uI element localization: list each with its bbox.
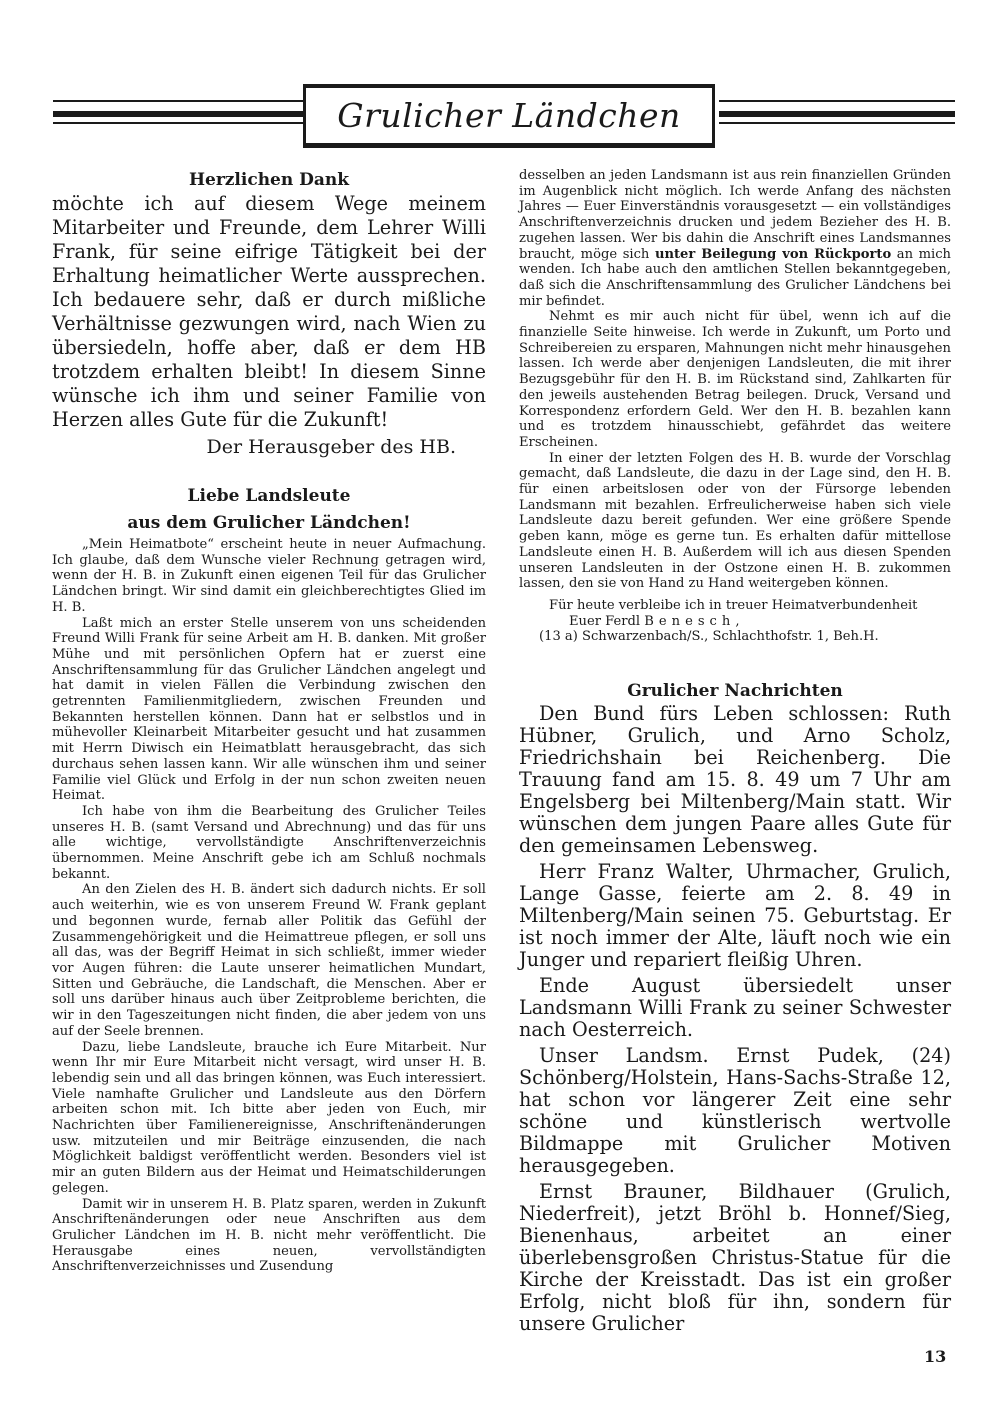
article-paragraph: Nehmt es mir auch nicht für übel, wenn ich auf die finanzielle Seite hinweise. Ich werde in Zukunft, um Porto und Schreibereien zu ersparen, Mahnungen nicht mehr hinausgehen lassen. Ich werde aber denjenigen Landsleuten, die mit ihrer Bezugsgebühr für den H. B. im Rückstand sind, Zahlkarten für den jeweils austehenden Betrag beilegen. Druck, Versand und Korrespondenz erfordern Geld. Wer den H. B. bezahlen kann und es trotzdem hinausschiebt, gefährdet das weitere Erscheinen. xyxy=(519,309,951,450)
article-paragraph xyxy=(519,168,951,309)
header-rule-left xyxy=(53,100,303,136)
landsleute-heading-line2: aus dem Grulicher Ländchen! xyxy=(127,513,411,533)
dank-body: möchte ich auf diesem Wege meinem Mitarbeiter und Freunde, dem Lehrer Willi Frank, für seine eifrige Tätigkeit bei der Erhaltung heimatlicher Werte aussprechen. Ich bedauere sehr, daß er durch mißliche Verhältnisse gezwungen wird, nach Wien zu übersiedeln, hoffe aber, daß er dem HB trotzdem erhalten bleibt! In diesem Sinne wünsche ich ihm und seiner Familie von Herzen alles Gute für die Zukunft! xyxy=(52,192,486,431)
paragraph-text: desselben an jeden Landsmann ist aus rein finanziellen Gründen im Augenblick nicht möglich. Ich werde Anfang des nächsten Jahres — Euer Einverständnis vorausgesetzt — ein vollständiges Anschriftenverzeichnis drucken und jedem Bezieher des H. B. zugehen lassen. Wer bis dahin die Anschrift eines Landsmannes braucht, möge sich xyxy=(519,168,951,262)
article-paragraph: Damit wir in unserem H. B. Platz sparen, werden in Zukunft Anschriftenänderungen oder neue Anschriften aus dem Grulicher Ländchen im H. B. nicht mehr veröffentlicht. Die Herausgabe eines neuen, vervollständigten Anschriftenverzeichnisses und Zusendung xyxy=(52,1196,486,1275)
emphasis-text: unter Beilegung von Rückporto xyxy=(654,246,892,262)
section-title: Grulicher Ländchen xyxy=(337,96,681,135)
article-paragraph: An den Zielen des H. B. ändert sich dadurch nichts. Er soll auch weiterhin, wie es von unserem Freund W. Frank geplant und begonnen wurde, fernab aller Politik das Gefühl der Zusammengehörigkeit und die Heimattreue pflegen, er soll uns all das, was der Begriff Heimat in sich schließt, immer wieder vor Augen führen: die Laute unserer heimatlichen Mundart, Sitten und Gebräuche, die Landschaft, die Menschen. Aber er soll uns darüber hinaus auch über Zeitprobleme berichten, die wir in den Tageszeitungen nicht finden, die aber jedem von uns auf der Seele brennen. xyxy=(52,882,486,1039)
news-item: Ende August übersiedelt unser Landsmann Willi Frank zu seiner Schwester nach Oesterreich. xyxy=(519,974,951,1042)
right-column xyxy=(519,168,951,1339)
section-header xyxy=(53,84,955,154)
author-name: Benesch, xyxy=(644,613,745,629)
article-paragraph: Ich habe von ihm die Bearbeitung des Grulicher Teiles unseres H. B. (samt Versand und Abrechnung) und das für uns alle wichtige, vervollständigte Anschriftenverzeichnis übernommen. Meine Anschrift gebe ich am Schluß nochmals bekannt. xyxy=(52,803,486,882)
section-title-box xyxy=(303,84,715,148)
closing-greeting: Euer Ferdl xyxy=(569,613,641,629)
news-item: Unser Landsm. Ernst Pudek, (24) Schönberg/Holstein, Hans-Sachs-Straße 12, hat schon vor längerer Zeit eine sehr schöne und künstlerisch wertvolle Bildmappe mit Grulicher Motiven herausgegeben. xyxy=(519,1044,951,1178)
news-item: Den Bund fürs Leben schlossen: Ruth Hübner, Grulich, und Arno Scholz, Friedrichshain bei Reichenberg. Die Trauung fand am 15. 8. 49 um 7 Uhr am Engelsberg bei Miltenberg/Main statt. Wir wünschen dem jungen Paare alles Gute für den gemeinsamen Lebensweg. xyxy=(519,702,951,858)
left-column xyxy=(52,168,486,1275)
news-item: Ernst Brauner, Bildhauer (Grulich, Niederfreit), jetzt Bröhl b. Honnef/Sieg, Bienenhaus, arbeitet an einer überlebensgroßen Christus-Statue für die Kirche der Kreisstadt. Das ist ein großer Erfolg, nicht bloß für ihn, sondern für unsere Grulicher xyxy=(519,1180,951,1336)
dank-heading: Herzlichen Dank xyxy=(188,170,350,190)
article-paragraph: „Mein Heimatbote“ erscheint heute in neuer Aufmachung. Ich glaube, daß dem Wunsche vieler Rechnung getragen wird, wenn der H. B. in Zukunft einen eigenen Teil für das Grulicher Ländchen bringt. Wir sind damit ein gleichberechtigtes Glied im H. B. xyxy=(52,537,486,615)
closing-line xyxy=(519,598,951,629)
header-rule-right xyxy=(719,100,955,136)
news-item: Herr Franz Walter, Uhrmacher, Grulich, Lange Gasse, feierte am 2. 8. 49 in Miltenberg/Main seinen 75. Geburtstag. Er ist noch immer der Alte, läuft noch wie ein Junger und repariert fleißig Uhren. xyxy=(519,860,951,972)
landsleute-heading-line1: Liebe Landsleute xyxy=(187,486,351,506)
page-number: 13 xyxy=(924,1347,947,1366)
article-paragraph: Dazu, liebe Landsleute, brauche ich Eure Mitarbeit. Nur wenn Ihr mir Eure Mitarbeit nicht versagt, wird unser H. B. lebendig sein und all das bringen können, was Euch interessiert. Viele namhafte Grulicher und Landsleute aus den Dörfern arbeiten schon mit. Ich bitte aber jeden von Euch, mir Nachrichten über Familienereignisse, Anschriftenänderungen usw. mitzuteilen und mir Beiträge einzusenden, die nach Möglichkeit baldigst veröffentlicht werden. Besonders viel ist mir an guten Bildern aus der Heimat und Heimatschilderungen gelegen. xyxy=(52,1039,486,1196)
article-paragraph: Laßt mich an erster Stelle unserem von uns scheidenden Freund Willi Frank für seine Arbeit am H. B. danken. Mit großer Mühe und mit persönlichen Opfern hat er zuerst eine Anschriftensammlung für das Grulicher Ländchen angelegt und hat damit in vielen Fällen die Verbindung zwischen den getrennten Familienmitgliedern, zwischen Freunden und Bekannten herstellen können. Dann hat er selbstlos und in mühevoller Kleinarbeit Mitarbeiter gesucht und hat zusammen mit Herrn Diwisch ein Heimatblatt herausgebracht, das sich durchaus sehen lassen kann. Wir alle wünschen ihm und seiner Familie viel Glück und Erfolg in der nun schon zweiten neuen Heimat. xyxy=(52,615,486,804)
closing-text: Für heute verbleibe ich in treuer Heimatverbundenheit xyxy=(549,597,918,613)
dank-signature: Der Herausgeber des HB. xyxy=(206,436,456,458)
paragraph-text: an mich wenden. Ich habe auch den amtlichen Stellen bekanntgegeben, daß sich die Anschriftensammlung des Grulicher Ländchens bei mir befindet. xyxy=(519,246,951,309)
nachrichten-heading: Grulicher Nachrichten xyxy=(627,681,843,702)
author-address: (13 a) Schwarzenbach/S., Schlachthofstr. 1, Beh.H. xyxy=(539,629,879,645)
article-paragraph: In einer der letzten Folgen des H. B. wurde der Vorschlag gemacht, daß Landsleute, die dazu in der Lage sind, den H. B. für einen arbeitslosen oder von der Fürsorge lebenden Landsmann mit bezahlen. Erfreulicherweise haben sich viele Landsleute dazu bereit gefunden. Wer eine größere Spende geben kann, möge es gerne tun. Es erhalten dafür mittellose Landsleute einen H. B. Außerdem will ich aus diesen Spenden unseren Landsleuten in der Ostzone einen H. B. zukommen lassen, den sie von Hand zu Hand weitergeben können. xyxy=(519,450,951,592)
